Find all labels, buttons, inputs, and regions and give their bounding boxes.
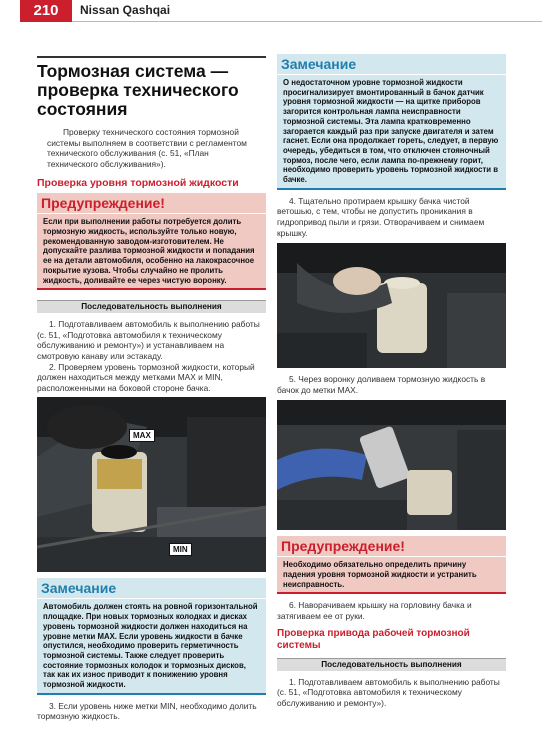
step-6: 6. Наворачиваем крышку на горловину бачка и затягиваем ее от руки. bbox=[277, 600, 472, 621]
step-1-right: 1. Подготавливаем автомобиль к выполнению работы (с. 51, «Подготовка автомобиля к техническому обслуживанию и ремонту»). bbox=[277, 676, 500, 708]
page-header bbox=[0, 0, 542, 22]
warning-title: Предупреждение! bbox=[277, 536, 506, 556]
warning-title: Предупреждение! bbox=[37, 193, 266, 213]
subsection-title: Проверка привода рабочей тормозной системы bbox=[277, 627, 470, 651]
warning-box bbox=[37, 193, 266, 290]
right-column bbox=[277, 54, 506, 708]
header-divider bbox=[72, 21, 542, 22]
max-label: MAX bbox=[129, 429, 155, 442]
note-title: Замечание bbox=[37, 578, 266, 598]
refill-photo bbox=[277, 400, 506, 530]
note-text: Автомобиль должен стоять на ровной горизонтальной площадке. При новых тормозных колодках и дисках уровень тормозной жидкости должен находиться на уровне метки MAX. Если уровень жидкости в бачке опустился, необходимо проверить герметичность тормозной системы. Также следует проверить состояние тормозных колодок и тормозных дисков, так как их износ приводит к понижению уровня тормозной жидкости. bbox=[37, 599, 266, 694]
left-column bbox=[37, 54, 266, 722]
step-2: 2. Проверяем уровень тормозной жидкости, который должен находиться между метками MAX и MIN, расположенными на боковой стороне бачка. bbox=[37, 361, 255, 393]
warning-text: Если при выполнении работы потребуется долить тормозную жидкость, используйте только новую, рекомендованную заводом-изготовителем. Не допускайте разлива тормозной жидкости и попадания ее на детали автомобиля, особенно на лакокрасочное покрытие кузова. Чтобы случайно не пролить жидкость, доливайте ее через чистую воронку. bbox=[37, 214, 266, 290]
note-title: Замечание bbox=[277, 54, 506, 74]
note-text: О недостаточном уровне тормозной жидкости просигнализирует вмонтированный в бачок датчик уровня тормозной жидкости — на щитке приборов загорится контрольная лампа неисправности тормозной системы. Эта лампа кратковременно загорается каждый раз при запуске двигателя и затем гаснет. Если она продолжает гореть, следует, в первую очередь, убедиться в том, что отключен стояночный тормоз, после чего, если лампа по-прежнему горит, необходимо проверить уровень тормозной жидкости в бачке. bbox=[277, 75, 506, 190]
step-3: 3. Если уровень ниже метки MIN, необходимо долить тормозную жидкость. bbox=[37, 700, 257, 722]
step-4: 4. Тщательно протираем крышку бачка чистой ветошью, с тем, чтобы не допустить проникания в гидропривод пыли и грязи. Отворачиваем и снимаем крышку. bbox=[277, 195, 485, 238]
cap-removal-photo bbox=[277, 243, 506, 368]
min-label: MIN bbox=[169, 543, 192, 556]
warning-text: Необходимо обязательно определить причину падения уровня тормозной жидкости и устранить неисправность. bbox=[277, 557, 506, 594]
note-box bbox=[37, 578, 266, 694]
sequence-heading: Последовательность выполнения bbox=[37, 300, 266, 313]
subsection-title: Проверка уровня тормозной жидкости bbox=[37, 177, 239, 190]
page-number: 210 bbox=[20, 0, 72, 22]
sequence-heading: Последовательность выполнения bbox=[277, 658, 506, 671]
step-1: 1. Подготавливаем автомобиль к выполнению работы (с. 51, «Подготовка автомобиля к техническому обслуживанию и ремонту») и устанавливаем на смотровую канаву или эстакаду. bbox=[37, 319, 260, 362]
reservoir-photo bbox=[37, 397, 266, 572]
refill-image bbox=[277, 400, 506, 530]
warning-box-right bbox=[277, 536, 506, 594]
step-5: 5. Через воронку доливаем тормозную жидкость в бачок до метки MAX. bbox=[277, 374, 486, 395]
intro-paragraph: Проверку технического состояния тормозной системы выполняем в соответствии с регламентом технического обслуживания (с. 51, «План технического обслуживания»). bbox=[47, 127, 247, 169]
engine-bay-image bbox=[37, 397, 266, 572]
note-box-right bbox=[277, 54, 506, 190]
running-title: Nissan Qashqai bbox=[80, 3, 171, 17]
section-title: Тормозная система — проверка технического состояния bbox=[37, 56, 266, 119]
cap-removal-image bbox=[277, 243, 506, 368]
